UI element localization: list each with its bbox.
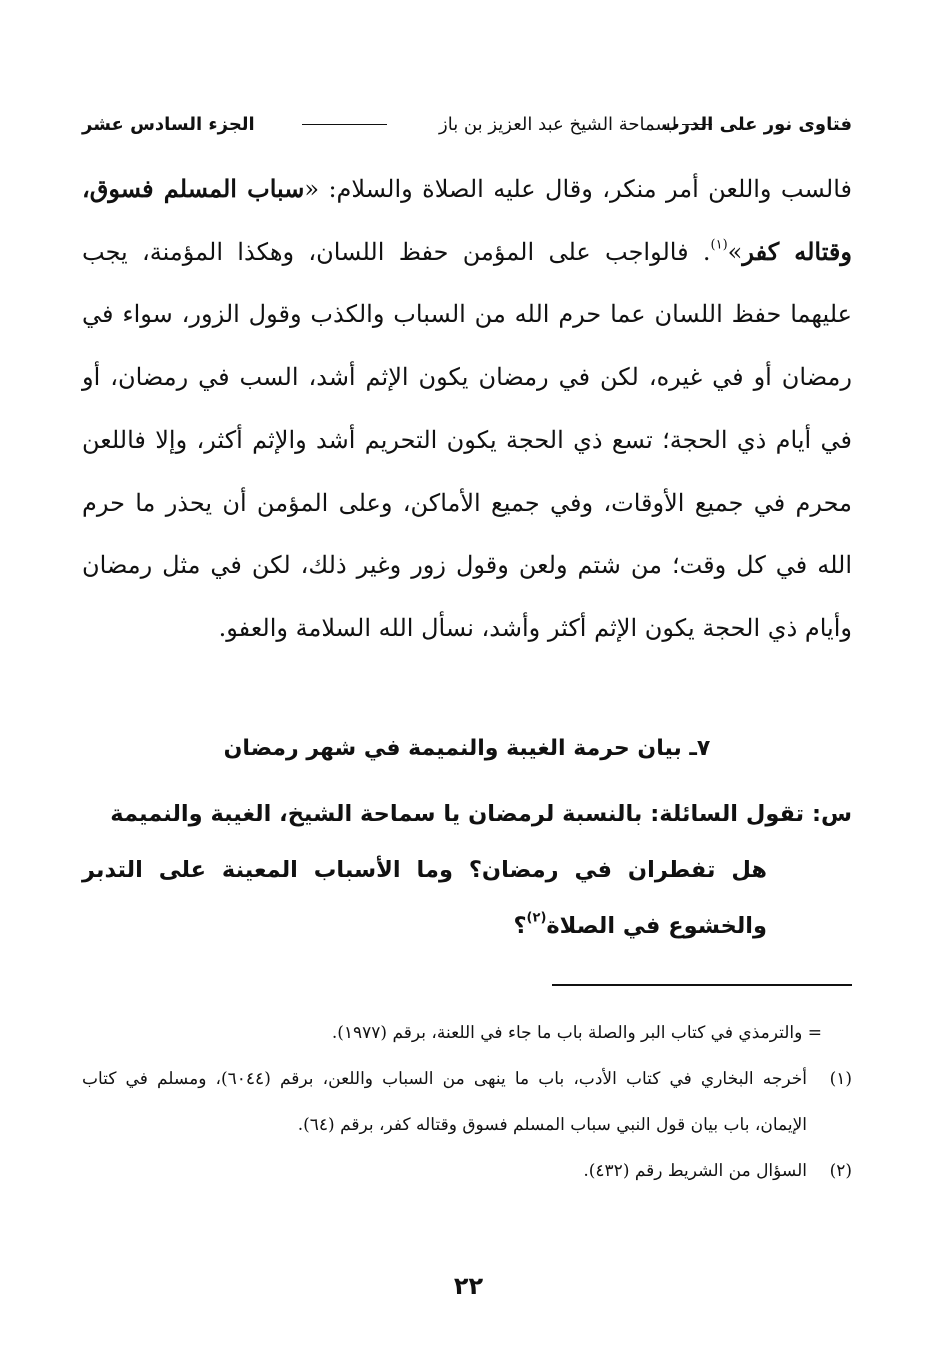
body-text [82, 158, 852, 660]
body-text-part: . فالواجب على المؤمن حفظ اللسان، وهكذا المؤمنة، يجب عليهما حفظ اللسان عما حرم الله من السباب والكذب وقول الزور، سواء في رمضان أو في غيره، لكن في رمضان يكون الإثم أشد، السب في رمضان، أو في أيام ذي الحجة؛ تسع ذي الحجة يكون التحريم أشد والإثم أكثر، وإلا فاللعن محرم في جميع الأوقات، وفي جميع الأماكن، وعلى المؤمن أن يحذر ما حرم الله في كل وقت؛ من شتم ولعن وقول زور وغير ذلك، لكن في مثل رمضان وأيام ذي الحجة يكون الإثم أكثر وأشد، نسأل الله السلامة والعفو. [82, 237, 852, 642]
footnote-text: السؤال من الشريط رقم (٤٣٢). [583, 1161, 807, 1181]
footnote-number: (٢) [829, 1161, 852, 1181]
body-text-part: فالسب واللعن أمر منكر، وقال عليه الصلاة والسلام: « [304, 175, 852, 203]
footnote-text: أخرجه البخاري في كتاب الأدب، باب ما ينهى من السباب واللعن، برقم (٦٠٤٤)، ومسلم في كتاب الإيمان، باب بيان قول النبي سباب المسلم فسوق وقتاله كفر، برقم (٦٤). [82, 1069, 807, 1135]
body-paragraph [82, 158, 852, 660]
footnote-number: (١) [829, 1069, 852, 1089]
question-continuation [82, 842, 767, 954]
footnote-separator [552, 984, 852, 986]
footnote-item [82, 1148, 852, 1194]
footnote-ref-1[interactable]: (١) [710, 237, 728, 253]
question-text: تقول السائلة: بالنسبة لرمضان يا سماحة الشيخ، الغيبة والنميمة [110, 801, 805, 827]
hadith-quote: سباب المسلم فسوق، وقتاله كفر [82, 174, 852, 266]
running-header [82, 108, 852, 142]
question-block [82, 786, 852, 954]
footnote-ref-2[interactable]: (٢) [526, 910, 547, 926]
section-heading: ٧ـ بيان حرمة الغيبة والنميمة في شهر رمضان [223, 736, 711, 761]
page-number: ٢٢ [453, 1272, 484, 1300]
author-name: لسماحة الشيخ عبد العزيز بن باز [439, 114, 677, 135]
book-title: فتاوى نور على الدرب [661, 114, 852, 135]
footnote-item [82, 1056, 852, 1148]
header-separator [302, 124, 387, 125]
question-mark: ؟ [513, 913, 527, 939]
question-first-line [82, 786, 852, 842]
question-text: هل تفطران في رمضان؟ وما الأسباب المعينة على التدبر والخشوع في الصلاة [82, 857, 767, 939]
volume-part: الجزء السادس عشر [82, 114, 255, 135]
quote-close: » [727, 237, 743, 266]
footnote-continuation: = والترمذي في كتاب البر والصلة باب ما جاء في اللعنة، برقم (١٩٧٧). [331, 1023, 822, 1043]
header-separator [682, 124, 712, 125]
footnotes [82, 1010, 852, 1194]
question-label: س: [811, 801, 852, 827]
